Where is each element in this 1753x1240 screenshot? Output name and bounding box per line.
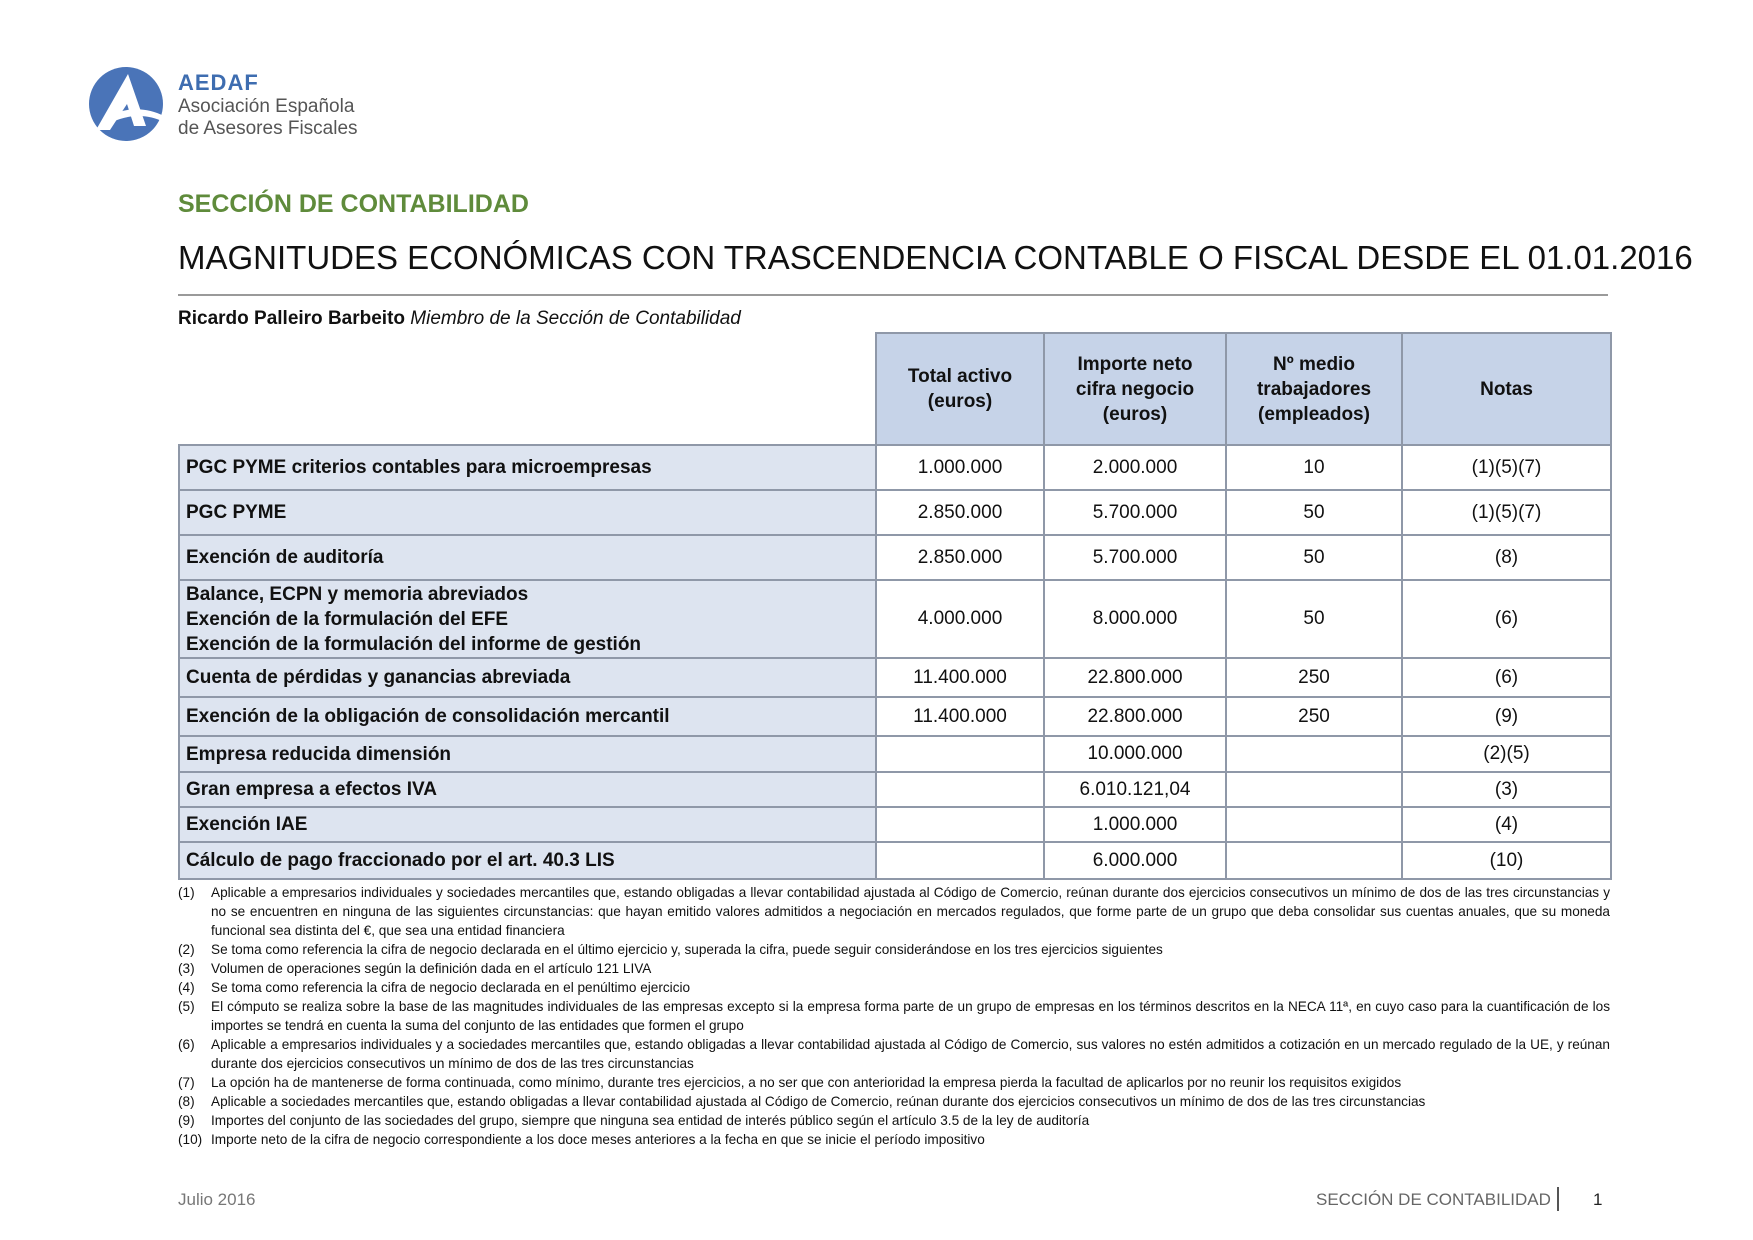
- footnote-text: Importe neto de la cifra de negocio correspondiente a los doce meses anteriores a la fecha en que se inicie el período impositivo: [211, 1132, 985, 1147]
- row-label: Cuenta de pérdidas y ganancias abreviada: [179, 658, 876, 697]
- footnote-key: (6): [178, 1037, 195, 1052]
- table-row: [179, 736, 1611, 772]
- footnote-text: Importes del conjunto de las sociedades del grupo, siempre que ninguna sea entidad de interés público según el artículo 3.5 de la ley de auditoría: [211, 1113, 1090, 1128]
- logo-subtitle-line-2: de Asesores Fiscales: [178, 118, 358, 139]
- cell-importe-neto: 22.800.000: [1044, 658, 1226, 697]
- cell-notas: (9): [1402, 697, 1611, 736]
- footnote: [178, 1035, 1610, 1073]
- cell-notas: (8): [1402, 535, 1611, 580]
- footnote: [178, 883, 1610, 940]
- table-row: [179, 842, 1611, 879]
- header-line: Total activo: [907, 366, 1013, 387]
- row-label: Gran empresa a efectos IVA: [179, 772, 876, 807]
- table-row: [179, 580, 1611, 658]
- table-row: [179, 445, 1611, 490]
- cell-total-activo: 11.400.000: [876, 697, 1044, 736]
- footnote-key: (8): [178, 1094, 195, 1109]
- cell-trabajadores: [1226, 807, 1402, 842]
- footer-date: Julio 2016: [178, 1190, 256, 1209]
- footnote-key: (7): [178, 1075, 195, 1090]
- header-notas: [1402, 333, 1611, 445]
- table-row: [179, 535, 1611, 580]
- cell-notas: (1)(5)(7): [1402, 445, 1611, 490]
- footnote-text: Aplicable a empresarios individuales y a sociedades mercantiles que, estando obligadas a llevar contabilidad ajustada al Código de Comercio, sus valores no estén admitidos a cotización en un mercado regulado de la UE, y reúnan durante dos ejercicios consecutivos un mínimo de dos de las tres circunstancias: [211, 1037, 1610, 1071]
- cell-total-activo: 11.400.000: [876, 658, 1044, 697]
- cell-notas: (6): [1402, 658, 1611, 697]
- table-row: [179, 658, 1611, 697]
- row-label: PGC PYME criterios contables para microempresas: [179, 445, 876, 490]
- footnote: [178, 1111, 1610, 1130]
- header-importe-neto: [1044, 333, 1226, 445]
- cell-trabajadores: [1226, 772, 1402, 807]
- cell-trabajadores: [1226, 842, 1402, 879]
- table-row: [179, 697, 1611, 736]
- footnote-text: La opción ha de mantenerse de forma continuada, como mínimo, durante tres ejercicios, a no ser que con anterioridad la empresa pierda la facultad de aplicarlos por no reunir los requisitos exigidos: [211, 1075, 1402, 1090]
- cell-importe-neto: 10.000.000: [1044, 736, 1226, 772]
- footnote: [178, 1130, 1610, 1149]
- cell-notas: (1)(5)(7): [1402, 490, 1611, 535]
- author-name: Ricardo Palleiro Barbeito: [178, 308, 406, 329]
- cell-importe-neto: 5.700.000: [1044, 535, 1226, 580]
- header-line: Notas: [1480, 378, 1533, 400]
- cell-trabajadores: 250: [1226, 697, 1402, 736]
- cell-importe-neto: 6.000.000: [1044, 842, 1226, 879]
- table-row: [179, 772, 1611, 807]
- cell-importe-neto: 8.000.000: [1044, 580, 1226, 658]
- footer-divider: [1557, 1187, 1559, 1211]
- cell-total-activo: 4.000.000: [876, 580, 1044, 658]
- author-line: [178, 308, 741, 330]
- header-line: Importe neto: [1077, 353, 1193, 375]
- footnotes: [178, 883, 1610, 1149]
- header-line: (empleados): [1258, 403, 1370, 425]
- row-label: PGC PYME: [179, 490, 876, 535]
- row-label: Exención IAE: [179, 807, 876, 842]
- cell-trabajadores: 10: [1226, 445, 1402, 490]
- table-row: [179, 490, 1611, 535]
- cell-importe-neto: 6.010.121,04: [1044, 772, 1226, 807]
- row-label-line: Exención de la formulación del EFE: [186, 608, 509, 630]
- footnote-key: (1): [178, 885, 195, 900]
- header-blank-cell: [179, 333, 876, 445]
- footnote-key: (3): [178, 961, 195, 976]
- header-line: Nº medio: [1273, 353, 1355, 375]
- row-label: Empresa reducida dimensión: [179, 736, 876, 772]
- aedaf-logo: [88, 62, 388, 152]
- row-label: Cálculo de pago fraccionado por el art. 40.3 LIS: [179, 842, 876, 879]
- table-header-row: [179, 333, 1611, 445]
- footnote-text: Aplicable a sociedades mercantiles que, estando obligadas a llevar contabilidad ajustada al Código de Comercio, reúnan durante dos ejercicios consecutivos un mínimo de dos de las tres circunstancias: [211, 1094, 1426, 1109]
- row-label: Exención de auditoría: [179, 535, 876, 580]
- page-number: 1: [1593, 1190, 1603, 1209]
- row-label: Exención de la obligación de consolidación mercantil: [179, 697, 876, 736]
- footnote: [178, 1092, 1610, 1111]
- cell-trabajadores: 50: [1226, 535, 1402, 580]
- footer-section: SECCIÓN DE CONTABILIDAD: [1316, 1190, 1551, 1209]
- logo-name: AEDAF: [178, 70, 259, 95]
- footnote-text: Volumen de operaciones según la definición dada en el artículo 121 LIVA: [211, 961, 652, 976]
- cell-total-activo: [876, 807, 1044, 842]
- footnote: [178, 997, 1610, 1035]
- title-divider: [178, 294, 1608, 296]
- cell-total-activo: [876, 842, 1044, 879]
- footnote-text: Aplicable a empresarios individuales y sociedades mercantiles que, estando obligadas a llevar contabilidad ajustada al Código de Comercio, reúnan durante dos ejercicios consecutivos un mínimo de dos de las tres circunstancias y no se encuentren en ninguna de las siguientes circunstancias: que hayan emitido valores admitidos a negociación en mercados regulados, que forme parte de un grupo que deba consolidar sus cuentas anuales, que su moneda funcional sea distinta del €, que sea una entidad financiera: [211, 885, 1610, 938]
- cell-importe-neto: 1.000.000: [1044, 807, 1226, 842]
- header-total-activo: [876, 333, 1044, 445]
- section-heading: SECCIÓN DE CONTABILIDAD: [178, 190, 529, 218]
- footnote-text: El cómputo se realiza sobre la base de las magnitudes individuales de las empresas excepto si la empresa forma parte de un grupo de empresas en los términos descritos en la NECA 11ª, en cuyo caso para la cuantificación de los importes se tendrá en cuenta la suma del conjunto de las entidades que formen el grupo: [211, 999, 1610, 1033]
- table-row: [179, 807, 1611, 842]
- cell-trabajadores: 50: [1226, 580, 1402, 658]
- header-line: trabajadores: [1256, 378, 1372, 400]
- cell-trabajadores: 50: [1226, 490, 1402, 535]
- magnitudes-table: [178, 332, 1612, 880]
- footnote: [178, 959, 1610, 978]
- cell-trabajadores: [1226, 736, 1402, 772]
- cell-total-activo: [876, 736, 1044, 772]
- footnote-key: (10): [178, 1132, 203, 1147]
- row-label-line: Exención de la formulación del informe de gestión: [186, 633, 642, 655]
- footnote-key: (4): [178, 980, 195, 995]
- cell-importe-neto: 5.700.000: [1044, 490, 1226, 535]
- cell-total-activo: 1.000.000: [876, 445, 1044, 490]
- page-title: MAGNITUDES ECONÓMICAS CON TRASCENDENCIA CONTABLE O FISCAL DESDE EL 01.01.2016: [178, 239, 1693, 276]
- cell-notas: (10): [1402, 842, 1611, 879]
- cell-notas: (6): [1402, 580, 1611, 658]
- cell-trabajadores: 250: [1226, 658, 1402, 697]
- footnote-key: (5): [178, 999, 195, 1014]
- cell-notas: (2)(5): [1402, 736, 1611, 772]
- footnote: [178, 1073, 1610, 1092]
- cell-importe-neto: 22.800.000: [1044, 697, 1226, 736]
- cell-total-activo: [876, 772, 1044, 807]
- cell-total-activo: 2.850.000: [876, 490, 1044, 535]
- footnote-text: Se toma como referencia la cifra de negocio declarada en el último ejercicio y, superada la cifra, puede seguir considerándose en los tres ejercicios siguientes: [211, 942, 1163, 957]
- footnote-key: (2): [178, 942, 195, 957]
- cell-notas: (4): [1402, 807, 1611, 842]
- cell-total-activo: 2.850.000: [876, 535, 1044, 580]
- footnote-text: Se toma como referencia la cifra de negocio declarada en el penúltimo ejercicio: [211, 980, 691, 995]
- aedaf-logo-icon: [88, 64, 166, 144]
- footnote: [178, 978, 1610, 997]
- row-label-multiline: [179, 580, 876, 658]
- header-line: (euros): [1102, 403, 1168, 425]
- header-medio-trabajadores: [1226, 333, 1402, 445]
- cell-importe-neto: 2.000.000: [1044, 445, 1226, 490]
- footnote-key: (9): [178, 1113, 195, 1128]
- cell-notas: (3): [1402, 772, 1611, 807]
- row-label-line: Balance, ECPN y memoria abreviados: [186, 583, 529, 605]
- header-line: (euros): [927, 391, 993, 412]
- logo-subtitle-line-1: Asociación Española: [178, 96, 355, 117]
- author-role: Miembro de la Sección de Contabilidad: [410, 308, 741, 329]
- footnote: [178, 940, 1610, 959]
- header-line: cifra negocio: [1075, 378, 1195, 400]
